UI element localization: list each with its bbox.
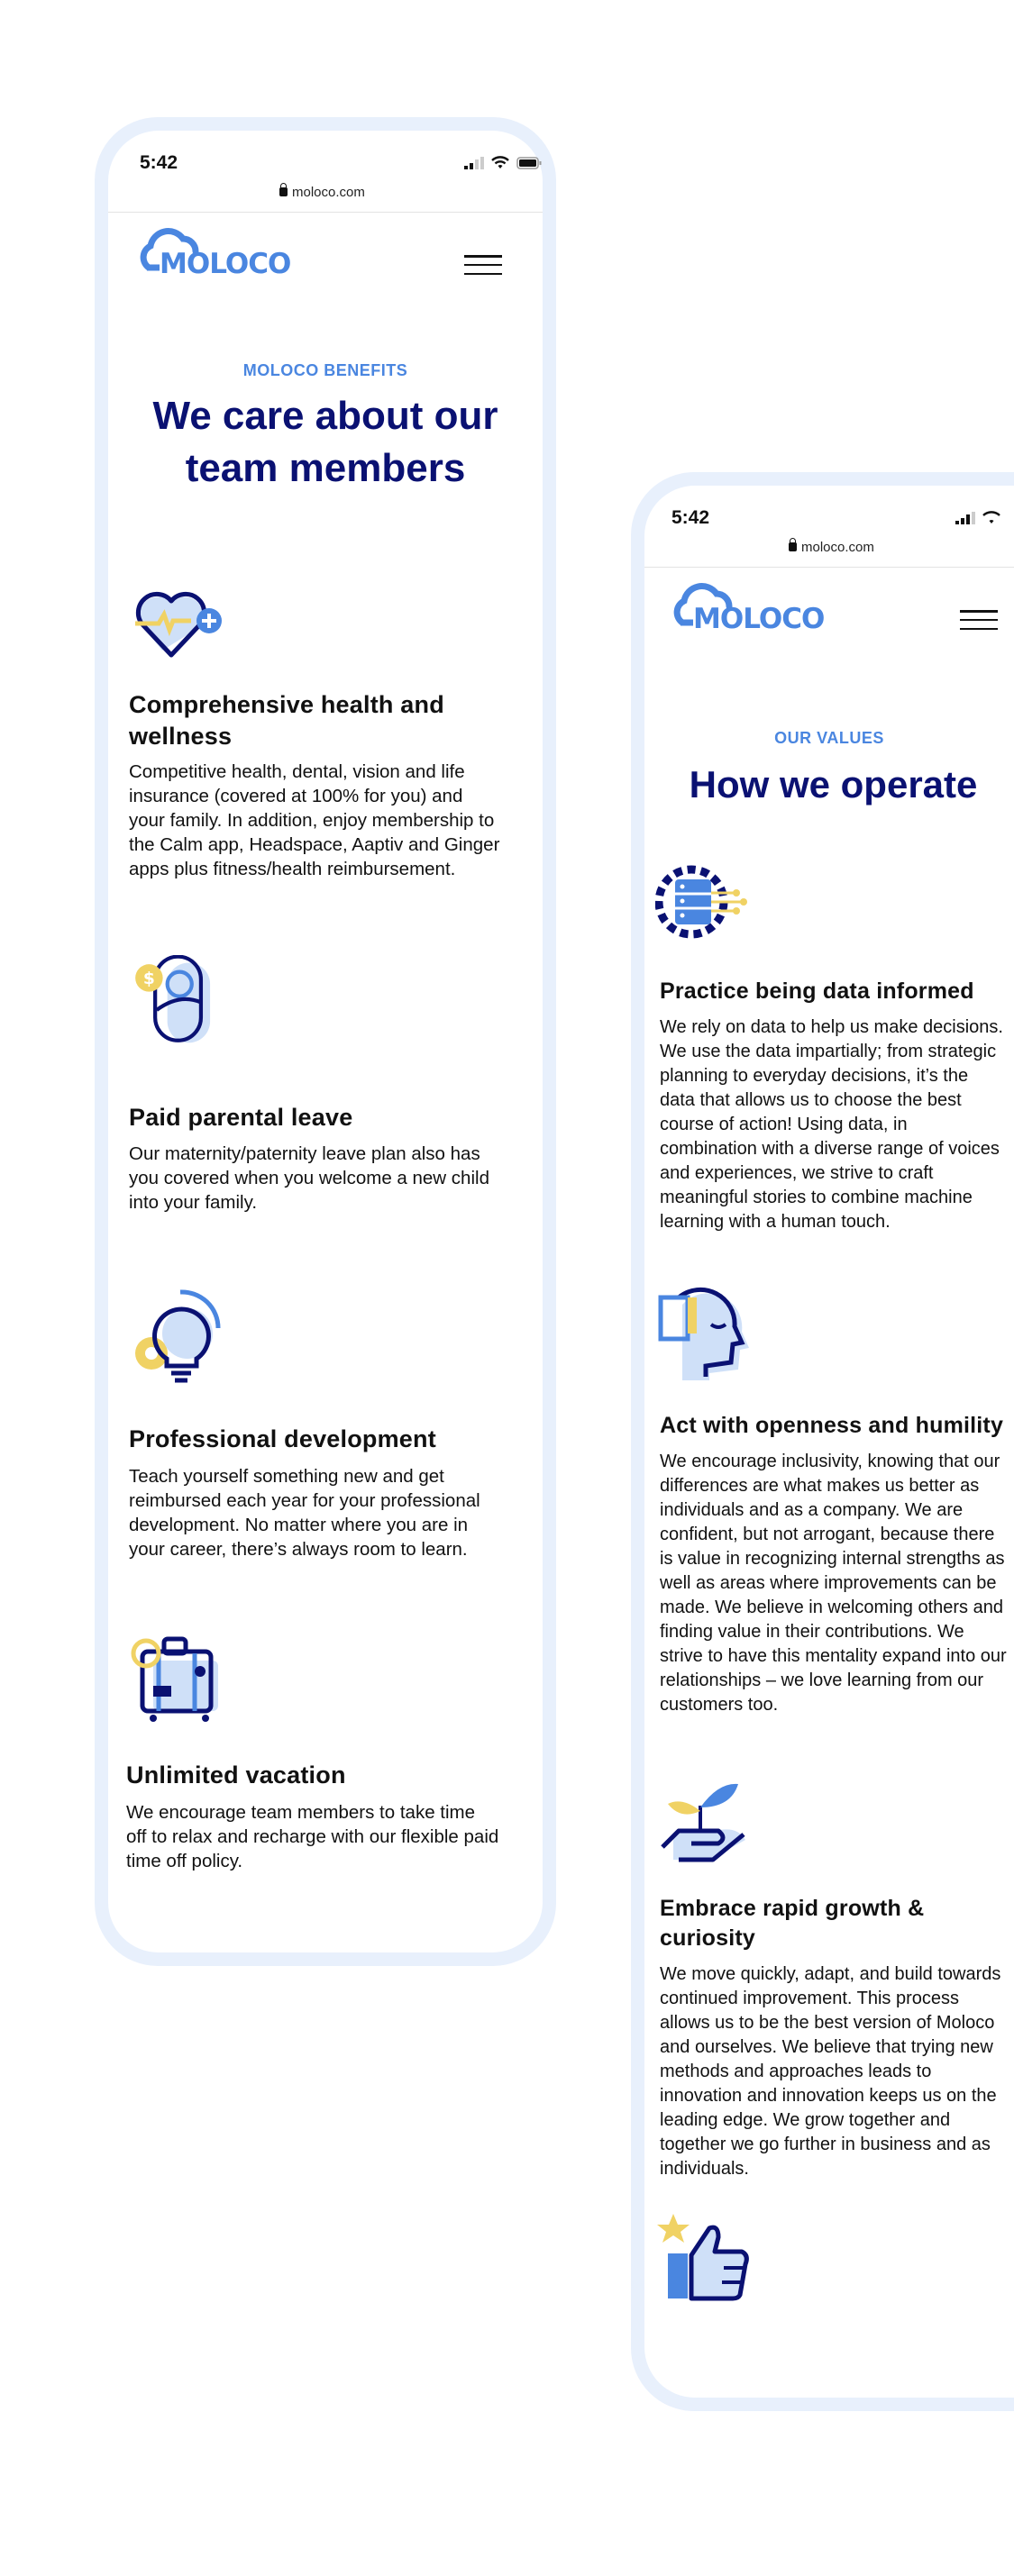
value-description: We encourage inclusivity, knowing that ourdifferences are what makes us better asindividuals and as a company. We areconfident, but not arrogant, because there is value in recognizing internal strengths as well as areas where improvements can be made. We believe in welcoming others and finding value in their contributions. We strive to have this mentality expand into our relationships – we love learning from our customers too. bbox=[660, 1452, 1007, 1715]
signal-icon bbox=[464, 157, 484, 169]
benefit-title: Professional development bbox=[129, 1425, 436, 1452]
benefit-description: Our maternity/paternity leave plan also has you covered when you welcome a new child into your family. bbox=[129, 1143, 489, 1213]
address-bar[interactable] bbox=[789, 540, 874, 555]
benefit-description: We encourage team members to take time off to relax and recharge with our flexible paid time off policy. bbox=[126, 1802, 499, 1871]
status-icons bbox=[464, 156, 542, 169]
signal-icon bbox=[955, 512, 975, 524]
menu-button[interactable] bbox=[464, 255, 502, 275]
address-bar[interactable] bbox=[279, 185, 365, 200]
baby-dollar-icon bbox=[126, 955, 225, 1054]
suitcase-icon bbox=[126, 1631, 225, 1730]
benefit-description: Competitive health, dental, vision and life insurance (covered at 100% for you) and your family. In addition, enjoy membership to the Calm app, Headspace, Aaptiv and Ginger apps plus fitness/health reimbursement. bbox=[129, 761, 500, 879]
page-headline: How we operate bbox=[689, 763, 978, 806]
benefit-title: Paid parental leave bbox=[129, 1104, 353, 1131]
wifi-icon bbox=[491, 156, 509, 169]
status-time: 5:42 bbox=[140, 152, 178, 173]
url-text: moloco.com bbox=[801, 540, 874, 555]
phone-mockup-values bbox=[631, 472, 1014, 2411]
moloco-logo[interactable] bbox=[138, 228, 296, 275]
divider bbox=[644, 567, 1014, 568]
phone-mockup-benefits bbox=[95, 117, 556, 1966]
section-eyebrow: MOLOCO BENEFITS bbox=[242, 361, 408, 379]
url-text: moloco.com bbox=[292, 185, 365, 200]
status-icons bbox=[955, 511, 1000, 524]
section-eyebrow: OUR VALUES bbox=[774, 729, 884, 747]
svg-text:$: $ bbox=[142, 969, 155, 989]
benefit-title: Comprehensive health and wellness bbox=[129, 691, 444, 750]
wifi-icon bbox=[982, 511, 1000, 524]
status-time: 5:42 bbox=[671, 507, 710, 528]
data-gear-icon bbox=[655, 852, 754, 951]
lightbulb-gear-icon bbox=[126, 1288, 225, 1388]
value-description: We rely on data to help us make decisions.We use the data impartially; from strategicplanning to everyday decisions, it’s the data that allows us to choose the best course of action! Using data, in combination with a diverse range of voices and experiences, we strive to craft meaningful stories to combine machine learning with a human touch. bbox=[660, 1017, 1003, 1232]
phone-screen bbox=[644, 486, 1014, 2398]
value-title: Practice being data informed bbox=[660, 979, 974, 1004]
benefit-title: Unlimited vacation bbox=[126, 1761, 346, 1789]
moloco-logo[interactable] bbox=[671, 583, 829, 630]
thumbs-up-star-icon bbox=[655, 2208, 754, 2307]
lock-icon bbox=[789, 542, 797, 551]
value-title: Embrace rapid growth &curiosity bbox=[660, 1896, 925, 1951]
page-headline: We care about our team members bbox=[152, 394, 498, 490]
menu-button[interactable] bbox=[960, 610, 998, 630]
battery-icon bbox=[516, 157, 542, 169]
benefit-description: Teach yourself something new and get reimbursed each year for your professional development. No matter where you are in your career, there’s always room to learn. bbox=[129, 1466, 480, 1560]
divider bbox=[108, 212, 543, 213]
lock-icon bbox=[279, 187, 288, 196]
open-mind-head-icon bbox=[655, 1287, 754, 1386]
value-title: Act with openness and humility bbox=[660, 1413, 1004, 1438]
plant-hand-icon bbox=[655, 1770, 754, 1869]
phone-screen bbox=[108, 131, 543, 1952]
value-description: We move quickly, adapt, and build towardscontinued improvement. This process allows us to be the best version of Moloco and ourselves. We believe that trying newmethods and approaches leads to innovation and innovation keeps us on the leading edge. We grow together and together we go further in business and as individuals. bbox=[660, 1964, 1001, 2179]
heart-health-icon bbox=[126, 574, 225, 673]
